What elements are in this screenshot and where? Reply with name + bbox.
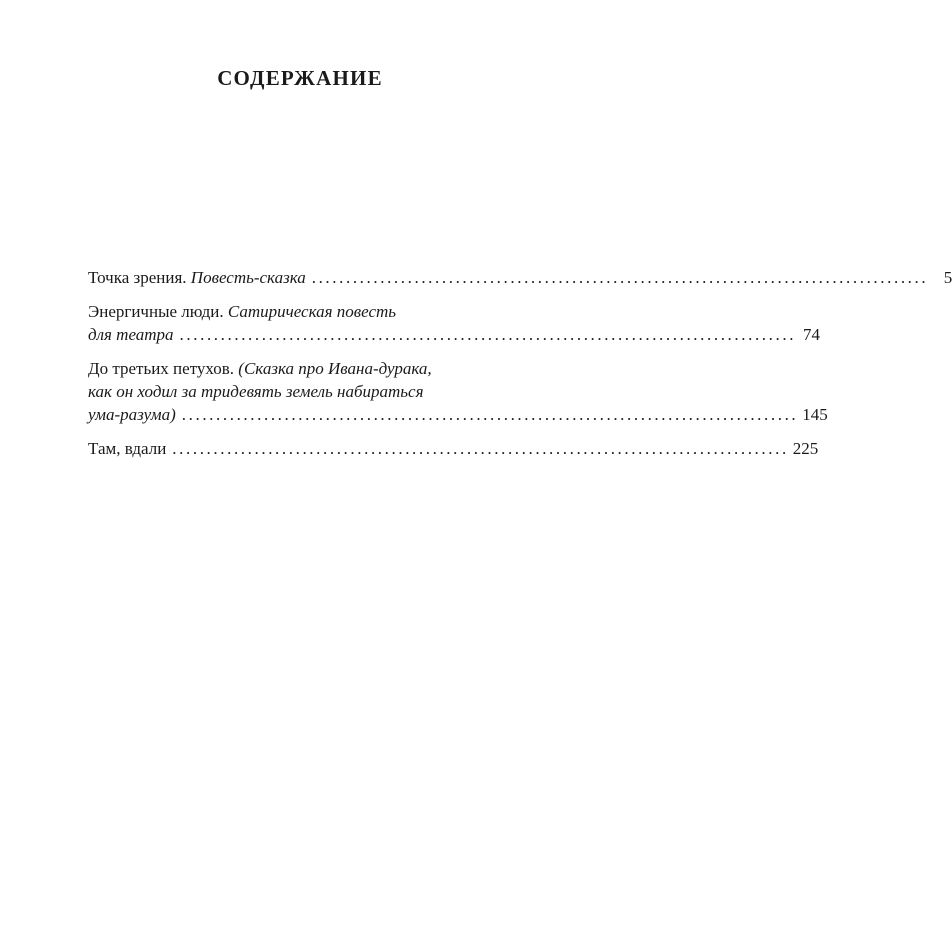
toc-entry-subtitle: для театра: [88, 325, 174, 344]
dot-leader: ..........................................................................................: [172, 439, 789, 458]
table-of-contents: [88, 266, 952, 471]
dot-leader: ..........................................................................................: [181, 405, 799, 424]
toc-entry: [88, 266, 952, 289]
toc-entry-subtitle: Сатирическая повесть: [227, 302, 397, 321]
toc-entry: [88, 357, 828, 426]
toc-page-number: 5: [943, 268, 952, 287]
toc-entry-title: Энергичные люди.: [88, 302, 224, 321]
toc-entry-subtitle: Повесть-сказка: [190, 268, 306, 287]
page-title: СОДЕРЖАНИЕ: [217, 66, 383, 90]
dot-leader: ..........................................................................................: [179, 325, 797, 344]
toc-entry: [88, 300, 821, 346]
toc-entry: [88, 437, 819, 460]
toc-entry-subtitle: (Сказка про Ивана-дурака,: [238, 359, 432, 378]
toc-entry-title: До третьих петухов.: [88, 359, 235, 378]
toc-entry-subtitle: как он ходил за тридевять земель набираться: [88, 382, 424, 401]
toc-page-number: 225: [792, 439, 819, 458]
toc-entry-title: Там, вдали: [88, 439, 167, 458]
toc-entry-title: Точка зрения.: [88, 268, 187, 287]
dot-leader: ..........................................................................................: [311, 268, 929, 287]
toc-page-number: 74: [803, 325, 821, 344]
toc-page-number: 145: [802, 405, 828, 424]
toc-entry-subtitle: ума-разума): [88, 405, 176, 424]
